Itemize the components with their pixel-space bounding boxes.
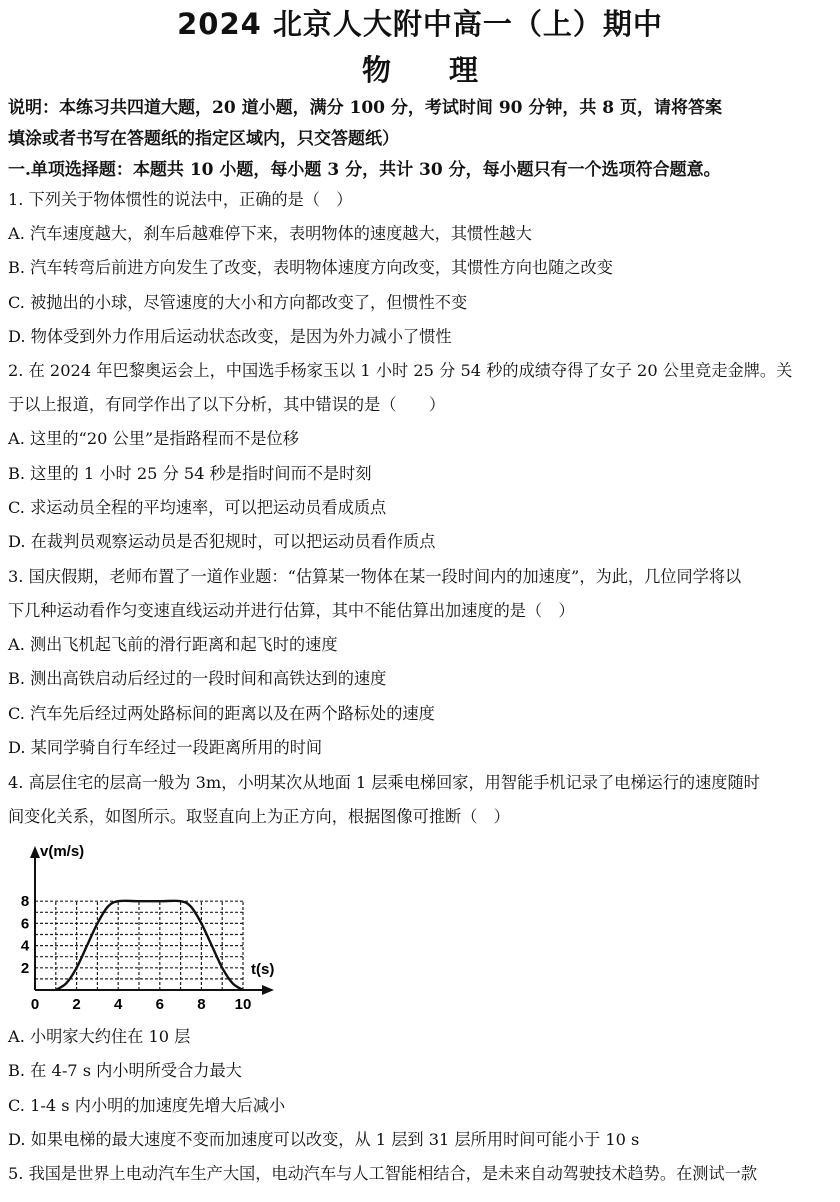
question-1-stem: 1. 下列关于物体惯性的说法中，正确的是（ ） (8, 190, 353, 209)
x-axis-label: t(s) (251, 961, 275, 978)
question-4-stem-line-1: 4. 高层住宅的层高一般为 3m，小明某次从地面 1 层乘电梯回家，用智能手机记录了电梯运行的速度随时 (8, 773, 760, 792)
question-3-option-c: C. 汽车先后经过两处路标间的距离以及在两个路标处的速度 (8, 704, 435, 723)
x-tick-label: 8 (197, 996, 206, 1013)
question-1-option-a: A. 汽车速度越大，刹车后越难停下来，表明物体的速度越大，其惯性越大 (8, 224, 532, 243)
question-2-option-b: B. 这里的 1 小时 25 分 54 秒是指时间而不是时刻 (8, 464, 372, 483)
question-1-option-c: C. 被抛出的小球，尽管速度的大小和方向都改变了，但惯性不变 (8, 293, 468, 312)
section-heading: 一.单项选择题：本题共 10 小题，每小题 3 分，共计 30 分，每小题只有一个选项符合题意。 (8, 160, 721, 180)
x-tick-label: 6 (155, 996, 164, 1013)
x-tick-label: 10 (234, 996, 252, 1013)
instructions-line-1: 说明：本练习共四道大题，20 道小题，满分 100 分，考试时间 90 分钟，共 8 页，请将答案 (8, 98, 723, 118)
question-4-option-b: B. 在 4-7 s 内小明所受合力最大 (8, 1061, 242, 1080)
chart-axes (30, 846, 274, 995)
question-4-option-c: C. 1-4 s 内小明的加速度先增大后减小 (8, 1096, 286, 1115)
y-tick-label: 6 (20, 915, 30, 933)
question-1-option-d: D. 物体受到外力作用后运动状态改变，是因为外力减小了惯性 (8, 327, 452, 346)
question-3-stem-line-1: 3. 国庆假期，老师布置了一道作业题：“估算某一物体在某一段时间内的加速度”，为此，几位同学将以 (8, 567, 742, 586)
x-axis-arrow (262, 985, 274, 995)
question-4-stem-line-2: 间变化关系，如图所示。取竖直向上为正方向，根据图像可推断（ ） (8, 807, 510, 826)
x-tick-label: 0 (30, 996, 40, 1013)
question-2-option-c: C. 求运动员全程的平均速率，可以把运动员看成质点 (8, 498, 387, 517)
question-2-stem-line-1: 2. 在 2024 年巴黎奥运会上，中国选手杨家玉以 1 小时 25 分 54 秒的成绩夺得了女子 20 公里竞走金牌。关 (8, 361, 793, 380)
question-3-option-b: B. 测出高铁启动后经过的一段时间和高铁达到的速度 (8, 669, 387, 688)
question-5-stem-line-1: 5. 我国是世界上电动汽车生产大国，电动汽车与人工智能相结合，是未来自动驾驶技术趋势。在测试一款 (8, 1164, 758, 1183)
x-tick-label: 2 (72, 996, 81, 1013)
subject-title: 物理 (361, 53, 536, 87)
question-3-option-d: D. 某同学骑自行车经过一段距离所用的时间 (8, 738, 323, 757)
velocity-curve (56, 901, 243, 990)
question-1-option-b: B. 汽车转弯后前进方向发生了改变，表明物体速度方向改变，其惯性方向也随之改变 (8, 258, 613, 277)
y-tick-label: 8 (20, 893, 30, 911)
question-2-option-d: D. 在裁判员观察运动员是否犯规时，可以把运动员看作质点 (8, 532, 436, 551)
question-4-option-a: A. 小明家大约住在 10 层 (8, 1027, 191, 1046)
question-4-option-d: D. 如果电梯的最大速度不变而加速度可以改变，从 1 层到 31 层所用时间可能小于 10 s (8, 1130, 640, 1149)
y-axis-label: v(m/s) (40, 843, 85, 860)
question-3-option-a: A. 测出飞机起飞前的滑行距离和起飞时的速度 (8, 635, 338, 654)
y-tick-label: 4 (20, 937, 30, 955)
x-tick-label: 4 (114, 996, 123, 1013)
question-2-option-a: A. 这里的“20 公里”是指路程而不是位移 (8, 429, 299, 448)
velocity-time-chart (10, 838, 280, 1014)
question-3-stem-line-2: 下几种运动看作匀变速直线运动并进行估算，其中不能估算出加速度的是（ ） (8, 601, 575, 620)
instructions-line-2: 填涂或者书写在答题纸的指定区域内，只交答题纸） (8, 129, 399, 149)
exam-title: 2024 北京人大附中高一（上）期中 (177, 7, 663, 41)
y-axis-arrow (30, 846, 40, 858)
y-tick-label: 2 (20, 959, 30, 977)
question-2-stem-line-2: 于以上报道，有同学作出了以下分析，其中错误的是（ ） (8, 395, 446, 414)
